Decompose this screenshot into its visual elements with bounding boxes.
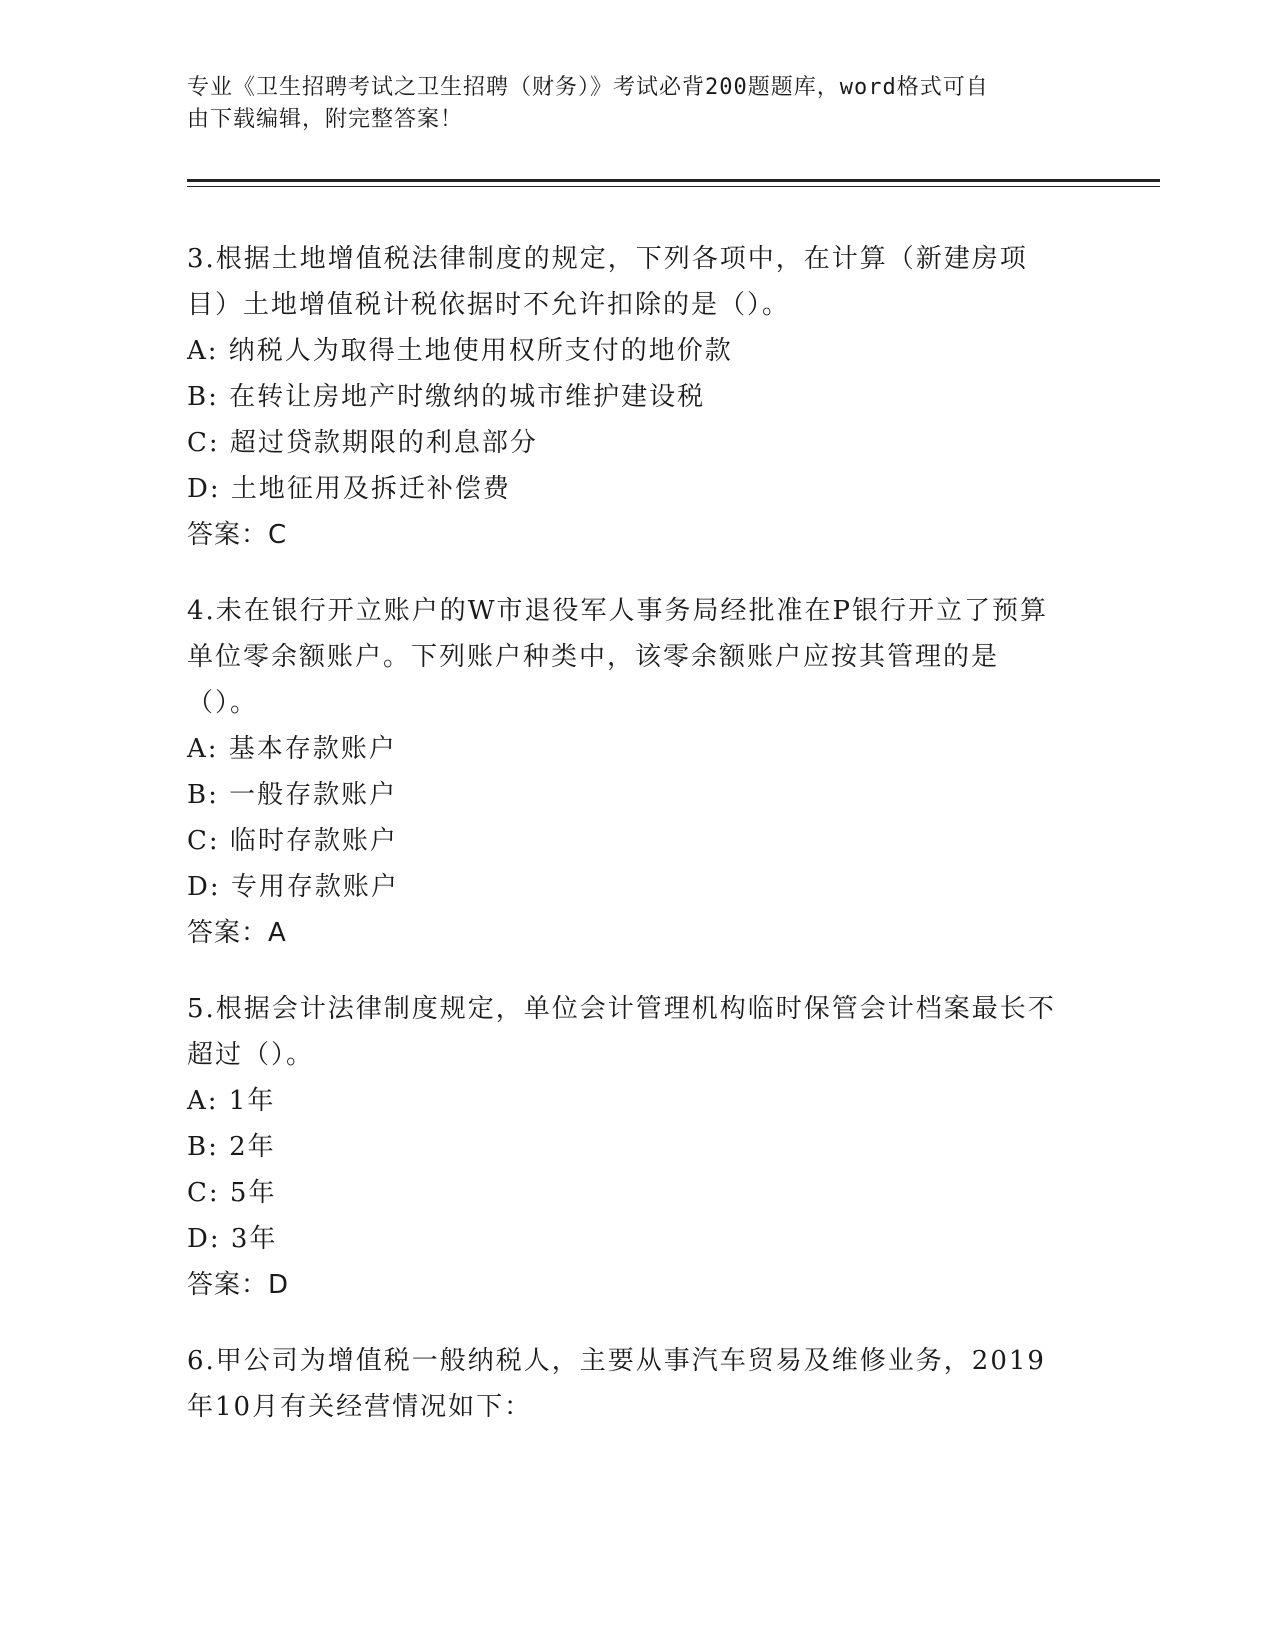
question-3 [187,236,1067,558]
question-stem: 5.根据会计法律制度规定，单位会计管理机构临时保管会计档案最长不超过（）。 [187,994,1056,1070]
document-header [187,72,1067,136]
question-list [187,236,1067,1460]
option-list [187,328,1067,512]
question-stem: 4.未在银行开立账户的W市退役军人事务局经批准在P银行开立了预算单位零余额账户。下列账户种类中，该零余额账户应按其管理的是（）。 [187,596,1049,718]
answer: 答案：D [187,1270,290,1300]
question-stem: 6.甲公司为增值税一般纳税人，主要从事汽车贸易及维修业务，2019年10月有关经营情况如下： [187,1346,1046,1422]
option-c: C: 5年 [187,1178,277,1208]
answer: 答案：A [187,918,287,948]
question-4 [187,588,1067,956]
header-line-1: 专业《卫生招聘考试之卫生招聘（财务）》考试必背200题题库，word格式可自 [187,75,989,100]
option-d: D: 专用存款账户 [187,872,399,902]
option-a: A: 纳税人为取得土地使用权所支付的地价款 [187,336,733,366]
option-c: C: 超过贷款期限的利息部分 [187,428,538,458]
header-divider-thick [187,179,1160,182]
question-stem: 3.根据土地增值税法律制度的规定，下列各项中，在计算（新建房项目）土地增值税计税依据时不允许扣除的是（）。 [187,244,1028,320]
option-a: A: 基本存款账户 [187,734,397,764]
answer: 答案：C [187,520,288,550]
option-c: C: 临时存款账户 [187,826,398,856]
option-a: A: 1年 [187,1086,276,1116]
option-d: D: 土地征用及拆迁补偿费 [187,474,511,504]
option-list [187,1078,1067,1262]
option-b: B: 2年 [187,1132,276,1162]
option-b: B: 一般存款账户 [187,780,398,810]
option-d: D: 3年 [187,1224,278,1254]
header-line-2: 由下载编辑，附完整答案！ [187,107,464,132]
question-6 [187,1338,1067,1430]
option-b: B: 在转让房地产时缴纳的城市维护建设税 [187,382,706,412]
question-5 [187,986,1067,1308]
option-list [187,726,1067,910]
header-divider-thin [187,186,1160,187]
